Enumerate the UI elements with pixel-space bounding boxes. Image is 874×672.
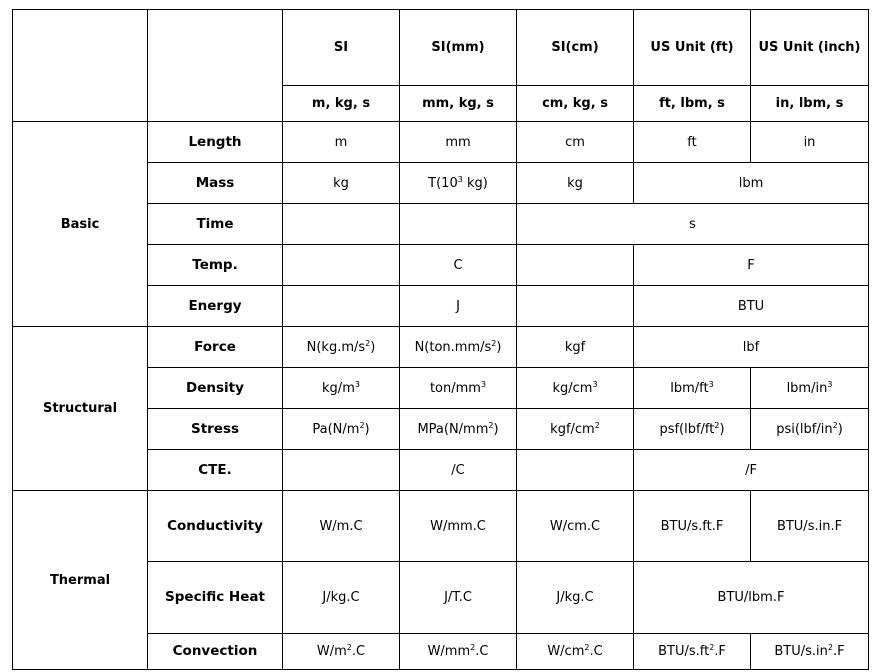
unit-exponent: 2 — [488, 420, 494, 430]
unit-cell: W/m.C — [283, 491, 400, 562]
unit-text: MPa(N/mm — [417, 421, 489, 437]
unit-cell — [400, 163, 517, 204]
unit-text: ) — [496, 339, 502, 355]
unit-cell — [283, 286, 400, 327]
unit-cell: lbm — [634, 163, 869, 204]
unit-text: Pa(N/m — [312, 421, 360, 437]
unit-text: BTU/s.ft — [658, 644, 710, 659]
table-row — [13, 122, 869, 163]
property-label: CTE. — [148, 450, 283, 491]
unit-cell: /C — [400, 450, 517, 491]
unit-text: ) — [370, 339, 376, 355]
unit-text: .F — [832, 644, 845, 659]
unit-cell: W/mm.C — [400, 491, 517, 562]
unit-text: kgf/cm — [550, 421, 595, 437]
unit-exponent: 2 — [594, 420, 600, 430]
unit-exponent: 2 — [584, 643, 590, 652]
unit-cell — [400, 409, 517, 450]
unit-cell: cm — [517, 122, 634, 163]
property-label: Temp. — [148, 245, 283, 286]
column-header-us-inch: US Unit (inch) — [751, 10, 869, 86]
base-units-si-cm: cm, kg, s — [517, 86, 634, 122]
unit-text: lbm/ft — [670, 380, 709, 396]
unit-cell — [400, 327, 517, 368]
unit-text: ) — [837, 421, 843, 437]
unit-text: W/mm — [427, 644, 471, 659]
unit-cell: /F — [634, 450, 869, 491]
unit-cell: s — [517, 204, 869, 245]
unit-cell — [283, 204, 400, 245]
unit-cell — [517, 409, 634, 450]
corner-blank-cell — [148, 10, 283, 122]
unit-text: kg) — [462, 175, 488, 191]
unit-text: ) — [364, 421, 370, 437]
unit-cell — [400, 204, 517, 245]
unit-cell — [283, 450, 400, 491]
unit-cell: BTU/s.in.F — [751, 491, 869, 562]
unit-cell — [283, 634, 400, 670]
unit-text: lbm/in — [786, 380, 828, 396]
unit-text: BTU/s.in — [774, 644, 828, 659]
unit-exponent: 2 — [709, 643, 715, 652]
unit-cell: BTU/s.ft.F — [634, 491, 751, 562]
unit-text: T(10 — [428, 175, 458, 191]
unit-exponent: 3 — [354, 379, 360, 389]
unit-cell: lbf — [634, 327, 869, 368]
base-units-si-mm: mm, kg, s — [400, 86, 517, 122]
column-header-si-mm: SI(mm) — [400, 10, 517, 86]
property-label: Specific Heat — [148, 562, 283, 634]
unit-exponent: 2 — [346, 643, 352, 652]
unit-cell — [634, 368, 751, 409]
unit-text: kg/cm — [552, 380, 593, 396]
base-units-us-ft: ft, lbm, s — [634, 86, 751, 122]
unit-exponent: 2 — [491, 338, 497, 348]
unit-exponent: 2 — [365, 338, 371, 348]
unit-text: ) — [719, 421, 725, 437]
property-label: Energy — [148, 286, 283, 327]
unit-cell: J/kg.C — [283, 562, 400, 634]
unit-text: .F — [714, 644, 726, 659]
property-label: Density — [148, 368, 283, 409]
property-label: Stress — [148, 409, 283, 450]
table-row — [13, 491, 869, 562]
unit-cell — [634, 409, 751, 450]
table-row — [13, 327, 869, 368]
unit-cell: BTU — [634, 286, 869, 327]
unit-text: psi(lbf/in — [776, 421, 833, 437]
unit-cell: kg — [283, 163, 400, 204]
property-label: Length — [148, 122, 283, 163]
unit-text: N(kg.m/s — [306, 339, 366, 355]
unit-cell: BTU/lbm.F — [634, 562, 869, 634]
unit-text: W/m — [316, 644, 347, 659]
unit-cell — [517, 286, 634, 327]
unit-systems-table — [12, 9, 869, 670]
unit-cell: kg — [517, 163, 634, 204]
unit-cell: m — [283, 122, 400, 163]
unit-cell — [517, 634, 634, 670]
unit-text: W/cm — [547, 644, 585, 659]
unit-cell: J — [400, 286, 517, 327]
unit-cell: C — [400, 245, 517, 286]
property-label: Force — [148, 327, 283, 368]
base-units-us-inch: in, lbm, s — [751, 86, 869, 122]
unit-cell: J/kg.C — [517, 562, 634, 634]
unit-cell: F — [634, 245, 869, 286]
unit-cell: kgf — [517, 327, 634, 368]
property-label: Mass — [148, 163, 283, 204]
unit-exponent: 2 — [714, 420, 720, 430]
group-label-structural: Structural — [13, 327, 148, 491]
unit-text: .C — [351, 644, 366, 659]
unit-exponent: 3 — [592, 379, 598, 389]
column-header-si-cm: SI(cm) — [517, 10, 634, 86]
unit-exponent: 3 — [827, 379, 833, 389]
unit-cell — [634, 634, 751, 670]
unit-exponent: 2 — [359, 420, 365, 430]
unit-cell — [751, 368, 869, 409]
unit-cell: W/cm.C — [517, 491, 634, 562]
unit-text: ) — [493, 421, 499, 437]
unit-cell — [283, 368, 400, 409]
unit-exponent: 3 — [708, 379, 714, 389]
unit-text: kg/m — [322, 380, 355, 396]
unit-cell — [283, 409, 400, 450]
unit-exponent: 3 — [457, 174, 463, 184]
unit-cell: in — [751, 122, 869, 163]
unit-text: N(ton.mm/s — [414, 339, 492, 355]
unit-cell — [517, 368, 634, 409]
column-header-si: SI — [283, 10, 400, 86]
unit-cell — [517, 245, 634, 286]
unit-cell — [283, 245, 400, 286]
unit-cell — [400, 634, 517, 670]
unit-text: ton/mm — [429, 380, 481, 396]
unit-cell: mm — [400, 122, 517, 163]
unit-text: .C — [475, 644, 489, 659]
unit-exponent: 3 — [480, 379, 487, 389]
unit-cell: ft — [634, 122, 751, 163]
property-label: Conductivity — [148, 491, 283, 562]
column-header-us-ft: US Unit (ft) — [634, 10, 751, 86]
unit-cell — [751, 409, 869, 450]
unit-cell — [400, 368, 517, 409]
unit-exponent: 2 — [827, 643, 833, 652]
property-label: Time — [148, 204, 283, 245]
unit-cell — [751, 634, 869, 670]
property-label: Convection — [148, 634, 283, 670]
unit-cell — [283, 327, 400, 368]
unit-exponent: 2 — [832, 420, 838, 430]
unit-exponent: 2 — [470, 643, 476, 652]
unit-text: psf(lbf/ft — [659, 421, 715, 437]
corner-blank-cell — [13, 10, 148, 122]
group-label-thermal: Thermal — [13, 491, 148, 670]
unit-cell: J/T.C — [400, 562, 517, 634]
unit-text: .C — [589, 644, 603, 659]
unit-cell — [517, 450, 634, 491]
group-label-basic: Basic — [13, 122, 148, 327]
base-units-si: m, kg, s — [283, 86, 400, 122]
